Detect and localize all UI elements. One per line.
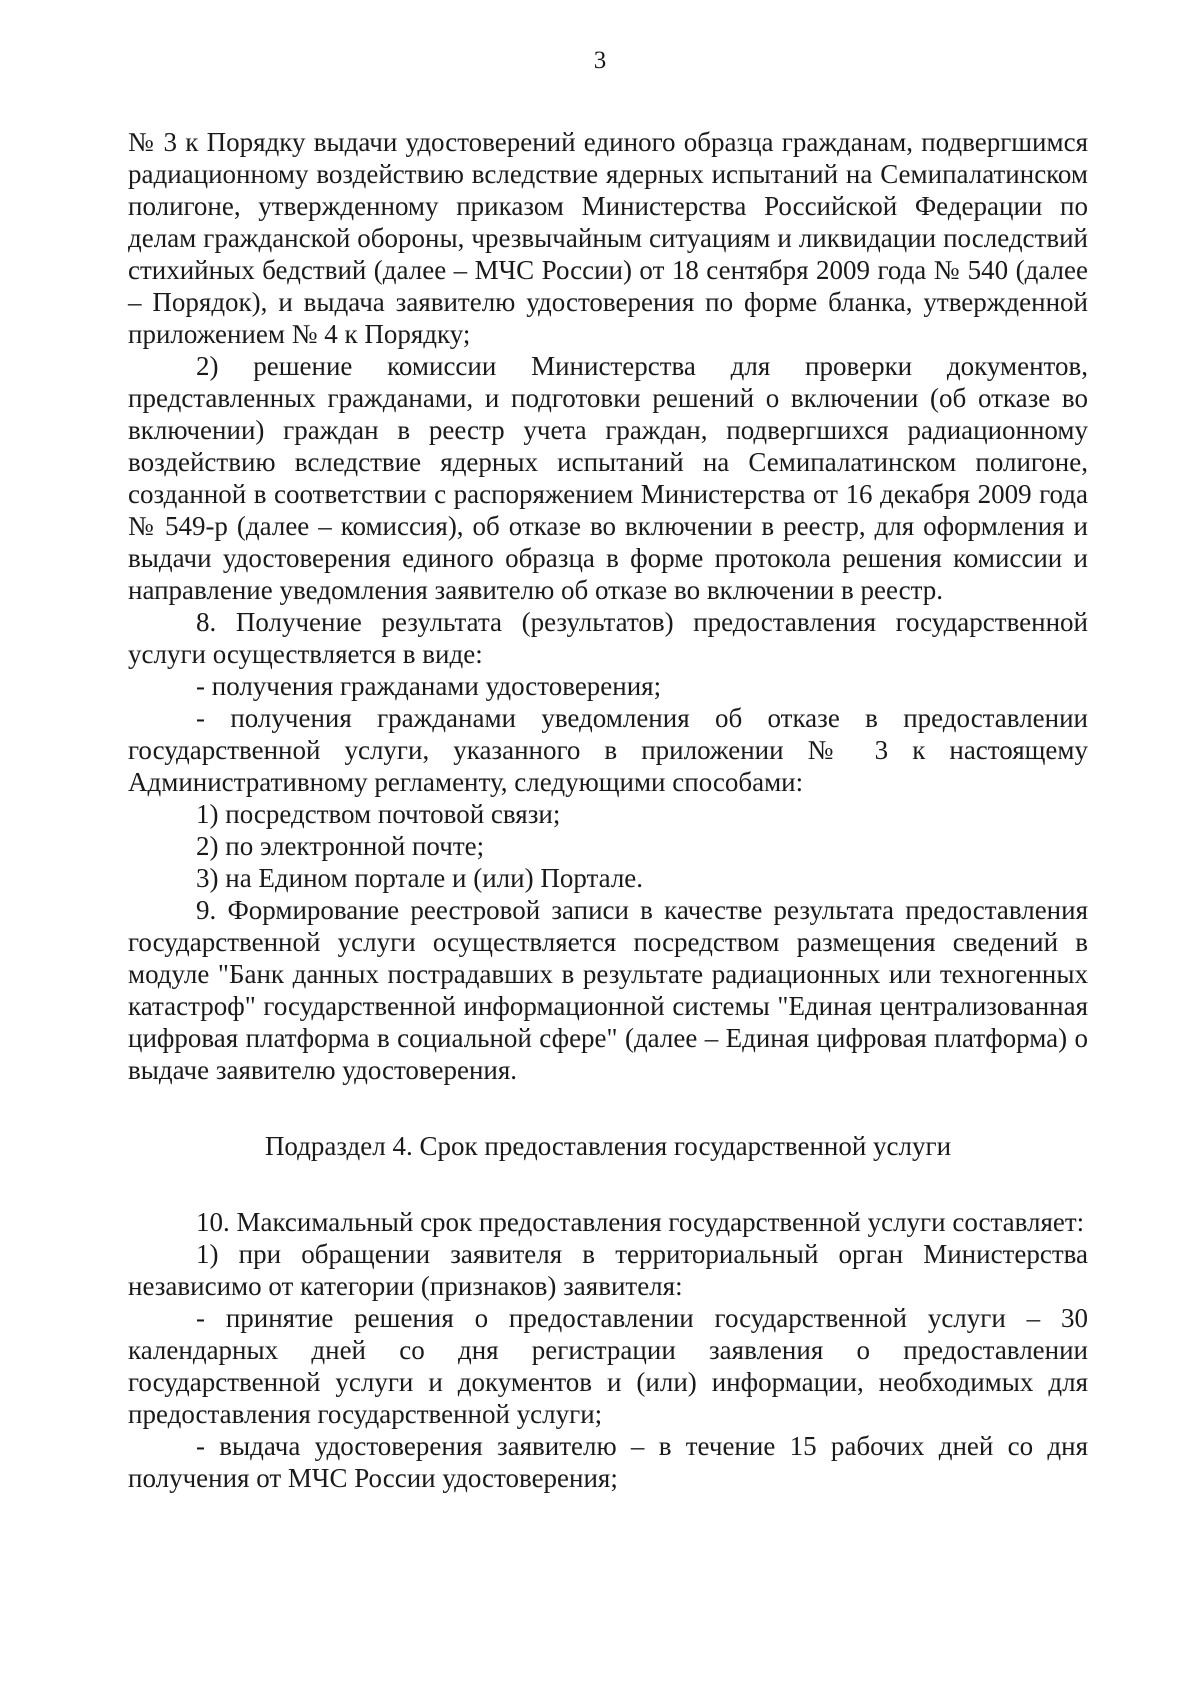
list-item-refusal-notice: - получения гражданами уведомления об отказе в предоставлении государственной услуги, указанного в приложении № 3 к настоящему Административному регламенту, следующими способами: (128, 703, 1088, 797)
list-item-certificate: - получения гражданами удостоверения; (196, 671, 662, 701)
paragraph-clause-8: 8. Получение результата (результатов) предоставления государственной услуги осуществляется в виде: (128, 607, 1088, 669)
paragraph-item-1: 1) при обращении заявителя в территориальный орган Министерства независимо от категории (признаков) заявителя: (128, 1239, 1088, 1301)
list-item-portal: 3) на Едином портале и (или) Портале. (196, 863, 644, 893)
paragraph-clause-10: 10. Максимальный срок предоставления государственной услуги составляет: (196, 1207, 1085, 1237)
paragraph-item-2: 2) решение комиссии Министерства для проверки документов, представленных гражданами, и подготовки решений о включении (об отказе во включении) граждан в реестр учета граждан, подвергшихся радиационному воздействию вследствие ядерных испытаний на Семипалатинском полигоне, созданной в соответствии с распоряжением Министерства от 16 декабря 2009 года № 549-р (далее – комиссия), об отказе во включении в реестр, для оформления и выдачи удостоверения единого образца в форме протокола решения комиссии и направление уведомления заявителю об отказе во включении в реестр. (128, 351, 1088, 605)
paragraph-clause-9: 9. Формирование реестровой записи в качестве результата предоставления государственной услуги осуществляется посредством размещения сведений в модуле "Банк данных пострадавших в результате радиационных или техногенных катастроф" государственной информационной системы "Единая централизованная цифровая платформа в социальной сфере" (далее – Единая цифровая платформа) о выдаче заявителю удостоверения. (128, 895, 1088, 1085)
list-item-issue-term: - выдача удостоверения заявителю – в течение 15 рабочих дней со дня получения от МЧС России удостоверения; (128, 1431, 1088, 1493)
paragraph-continuation: № 3 к Порядку выдачи удостоверений единого образца гражданам, подвергшимся радиационному воздействию вследствие ядерных испытаний на Семипалатинском полигоне, утвержденному приказом Министерства Российской Федерации по делам гражданской обороны, чрезвычайным ситуациям и ликвидации последствий стихийных бедствий (далее – МЧС России) от 18 сентября 2009 года № 540 (далее – Порядок), и выдача заявителю удостоверения по форме бланка, утвержденной приложением № 4 к Порядку; (128, 127, 1088, 349)
page-number: 3 (593, 47, 607, 74)
list-item-email: 2) по электронной почте; (196, 831, 485, 861)
list-item-postal: 1) посредством почтовой связи; (196, 799, 561, 829)
list-item-decision-term: - принятие решения о предоставлении государственной услуги – 30 календарных дней со дня регистрации заявления о предоставлении государственной услуги и документов и (или) информации, необходимых для предоставления государственной услуги; (128, 1303, 1088, 1429)
document-body (128, 126, 1088, 1494)
subsection-heading: Подраздел 4. Срок предоставления государственной услуги (264, 1131, 952, 1161)
